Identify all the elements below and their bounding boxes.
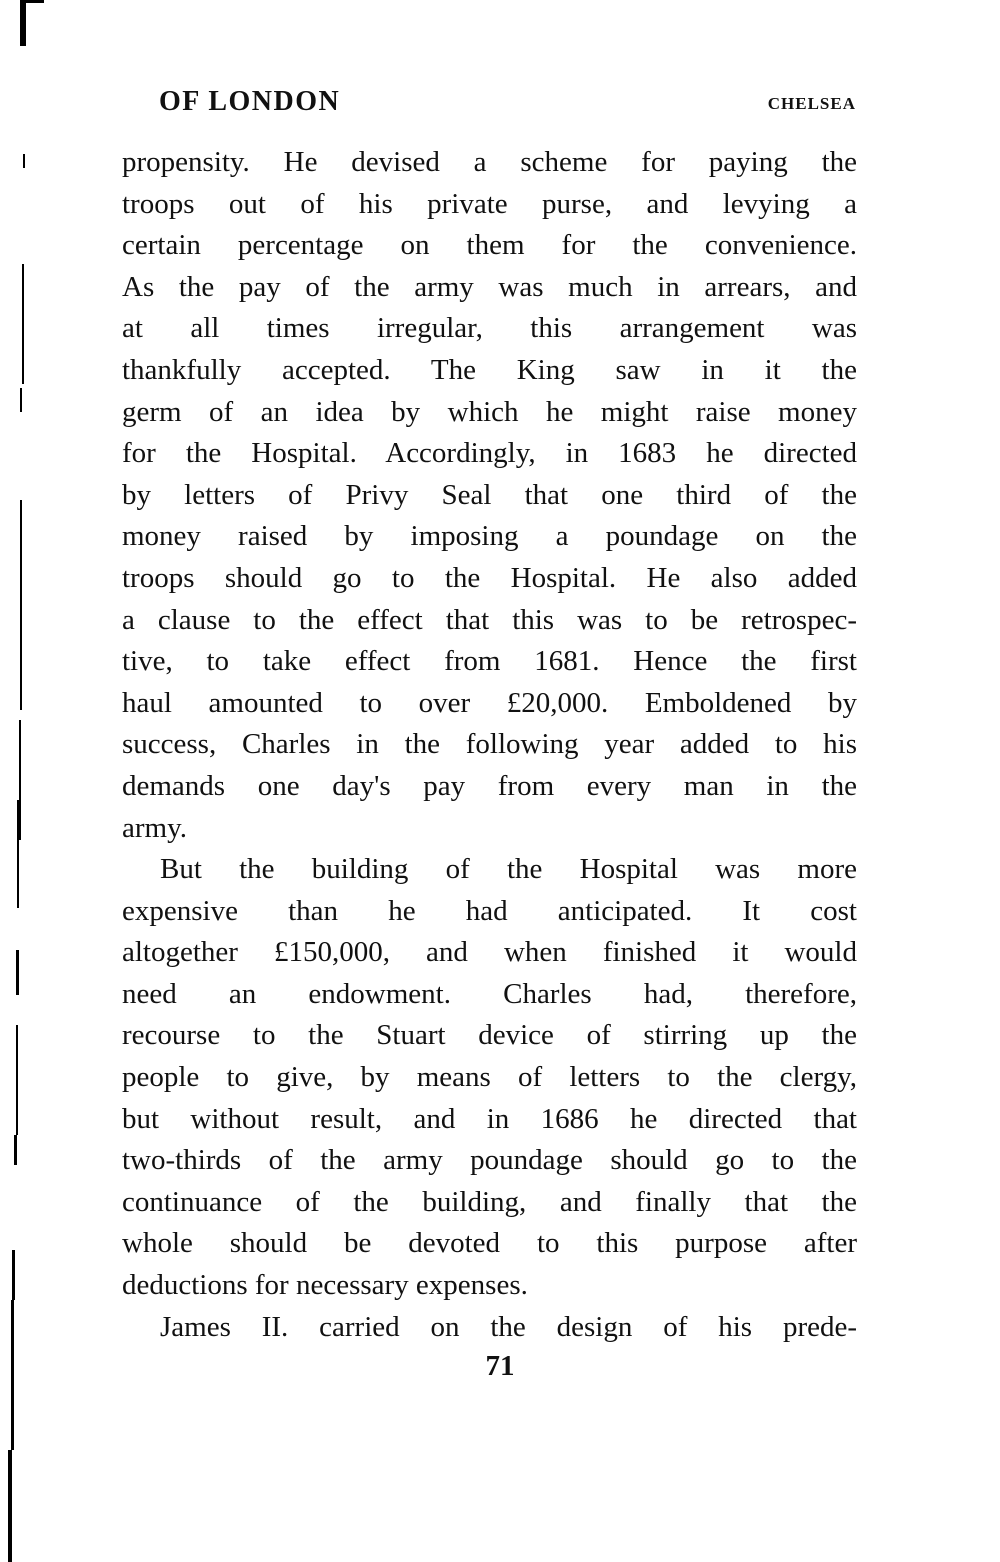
body-text <box>122 142 857 1348</box>
paragraph-start-line: James II. carried on the design of his prede- <box>160 1310 857 1343</box>
text-line: deductions for necessary expenses. <box>122 1269 528 1302</box>
scan-artifact <box>20 0 44 3</box>
text-line: continuance of the building, and finally that the <box>122 1185 857 1218</box>
text-line: certain percentage on them for the convenience. <box>122 229 857 262</box>
scan-artifact <box>19 720 21 840</box>
scan-artifact <box>20 500 22 710</box>
text-line: thankfully accepted. The King saw in it the <box>122 353 857 386</box>
running-head-section: CHELSEA <box>767 94 856 113</box>
text-line: haul amounted to over £20,000. Emboldened by <box>122 686 857 719</box>
text-line: demands one day's pay from every man in the <box>122 769 857 802</box>
text-line: by letters of Privy Seal that one third of the <box>122 478 857 511</box>
scan-artifact <box>20 388 22 412</box>
text-line: for the Hospital. Accordingly, in 1683 he directed <box>122 437 857 470</box>
text-line: money raised by imposing a poundage on the <box>122 520 857 553</box>
text-line: two-thirds of the army poundage should go to the <box>122 1144 857 1177</box>
scan-artifact <box>8 1450 12 1562</box>
text-line: As the pay of the army was much in arrears, and <box>122 270 857 303</box>
scan-artifact <box>17 800 19 908</box>
scan-artifact <box>22 264 24 384</box>
scan-artifact <box>14 1135 17 1165</box>
text-line: altogether £150,000, and when finished it would <box>122 936 857 969</box>
text-line: tive, to take effect from 1681. Hence the first <box>122 645 857 678</box>
text-line: a clause to the effect that this was to be retrospec- <box>122 603 857 636</box>
text-line: recourse to the Stuart device of stirring up the <box>122 1019 857 1052</box>
scan-artifact <box>16 950 19 995</box>
text-line: but without result, and in 1686 he directed that <box>122 1102 857 1135</box>
text-line: need an endowment. Charles had, therefore, <box>122 977 857 1010</box>
scan-artifact <box>23 154 25 168</box>
text-line: troops out of his private purse, and levying a <box>122 187 857 220</box>
text-line: success, Charles in the following year added to his <box>122 728 857 761</box>
page-number: 71 <box>485 1350 515 1382</box>
running-head-title: OF LONDON <box>159 86 341 117</box>
text-line: propensity. He devised a scheme for paying the <box>122 146 857 178</box>
text-line: at all times irregular, this arrangement was <box>122 312 857 345</box>
paragraph-start-line: But the building of the Hospital was more <box>160 853 857 886</box>
scan-artifact <box>16 1025 18 1135</box>
text-line: people to give, by means of letters to the clergy, <box>122 1061 857 1094</box>
running-head <box>123 84 856 124</box>
text-line: whole should be devoted to this purpose after <box>122 1227 857 1260</box>
text-line: army. <box>122 811 187 844</box>
scan-artifact <box>12 1250 15 1300</box>
scan-artifact <box>20 0 26 46</box>
text-line: troops should go to the Hospital. He also added <box>122 561 857 594</box>
text-line: germ of an idea by which he might raise money <box>122 395 857 428</box>
text-line: expensive than he had anticipated. It cost <box>122 894 857 927</box>
